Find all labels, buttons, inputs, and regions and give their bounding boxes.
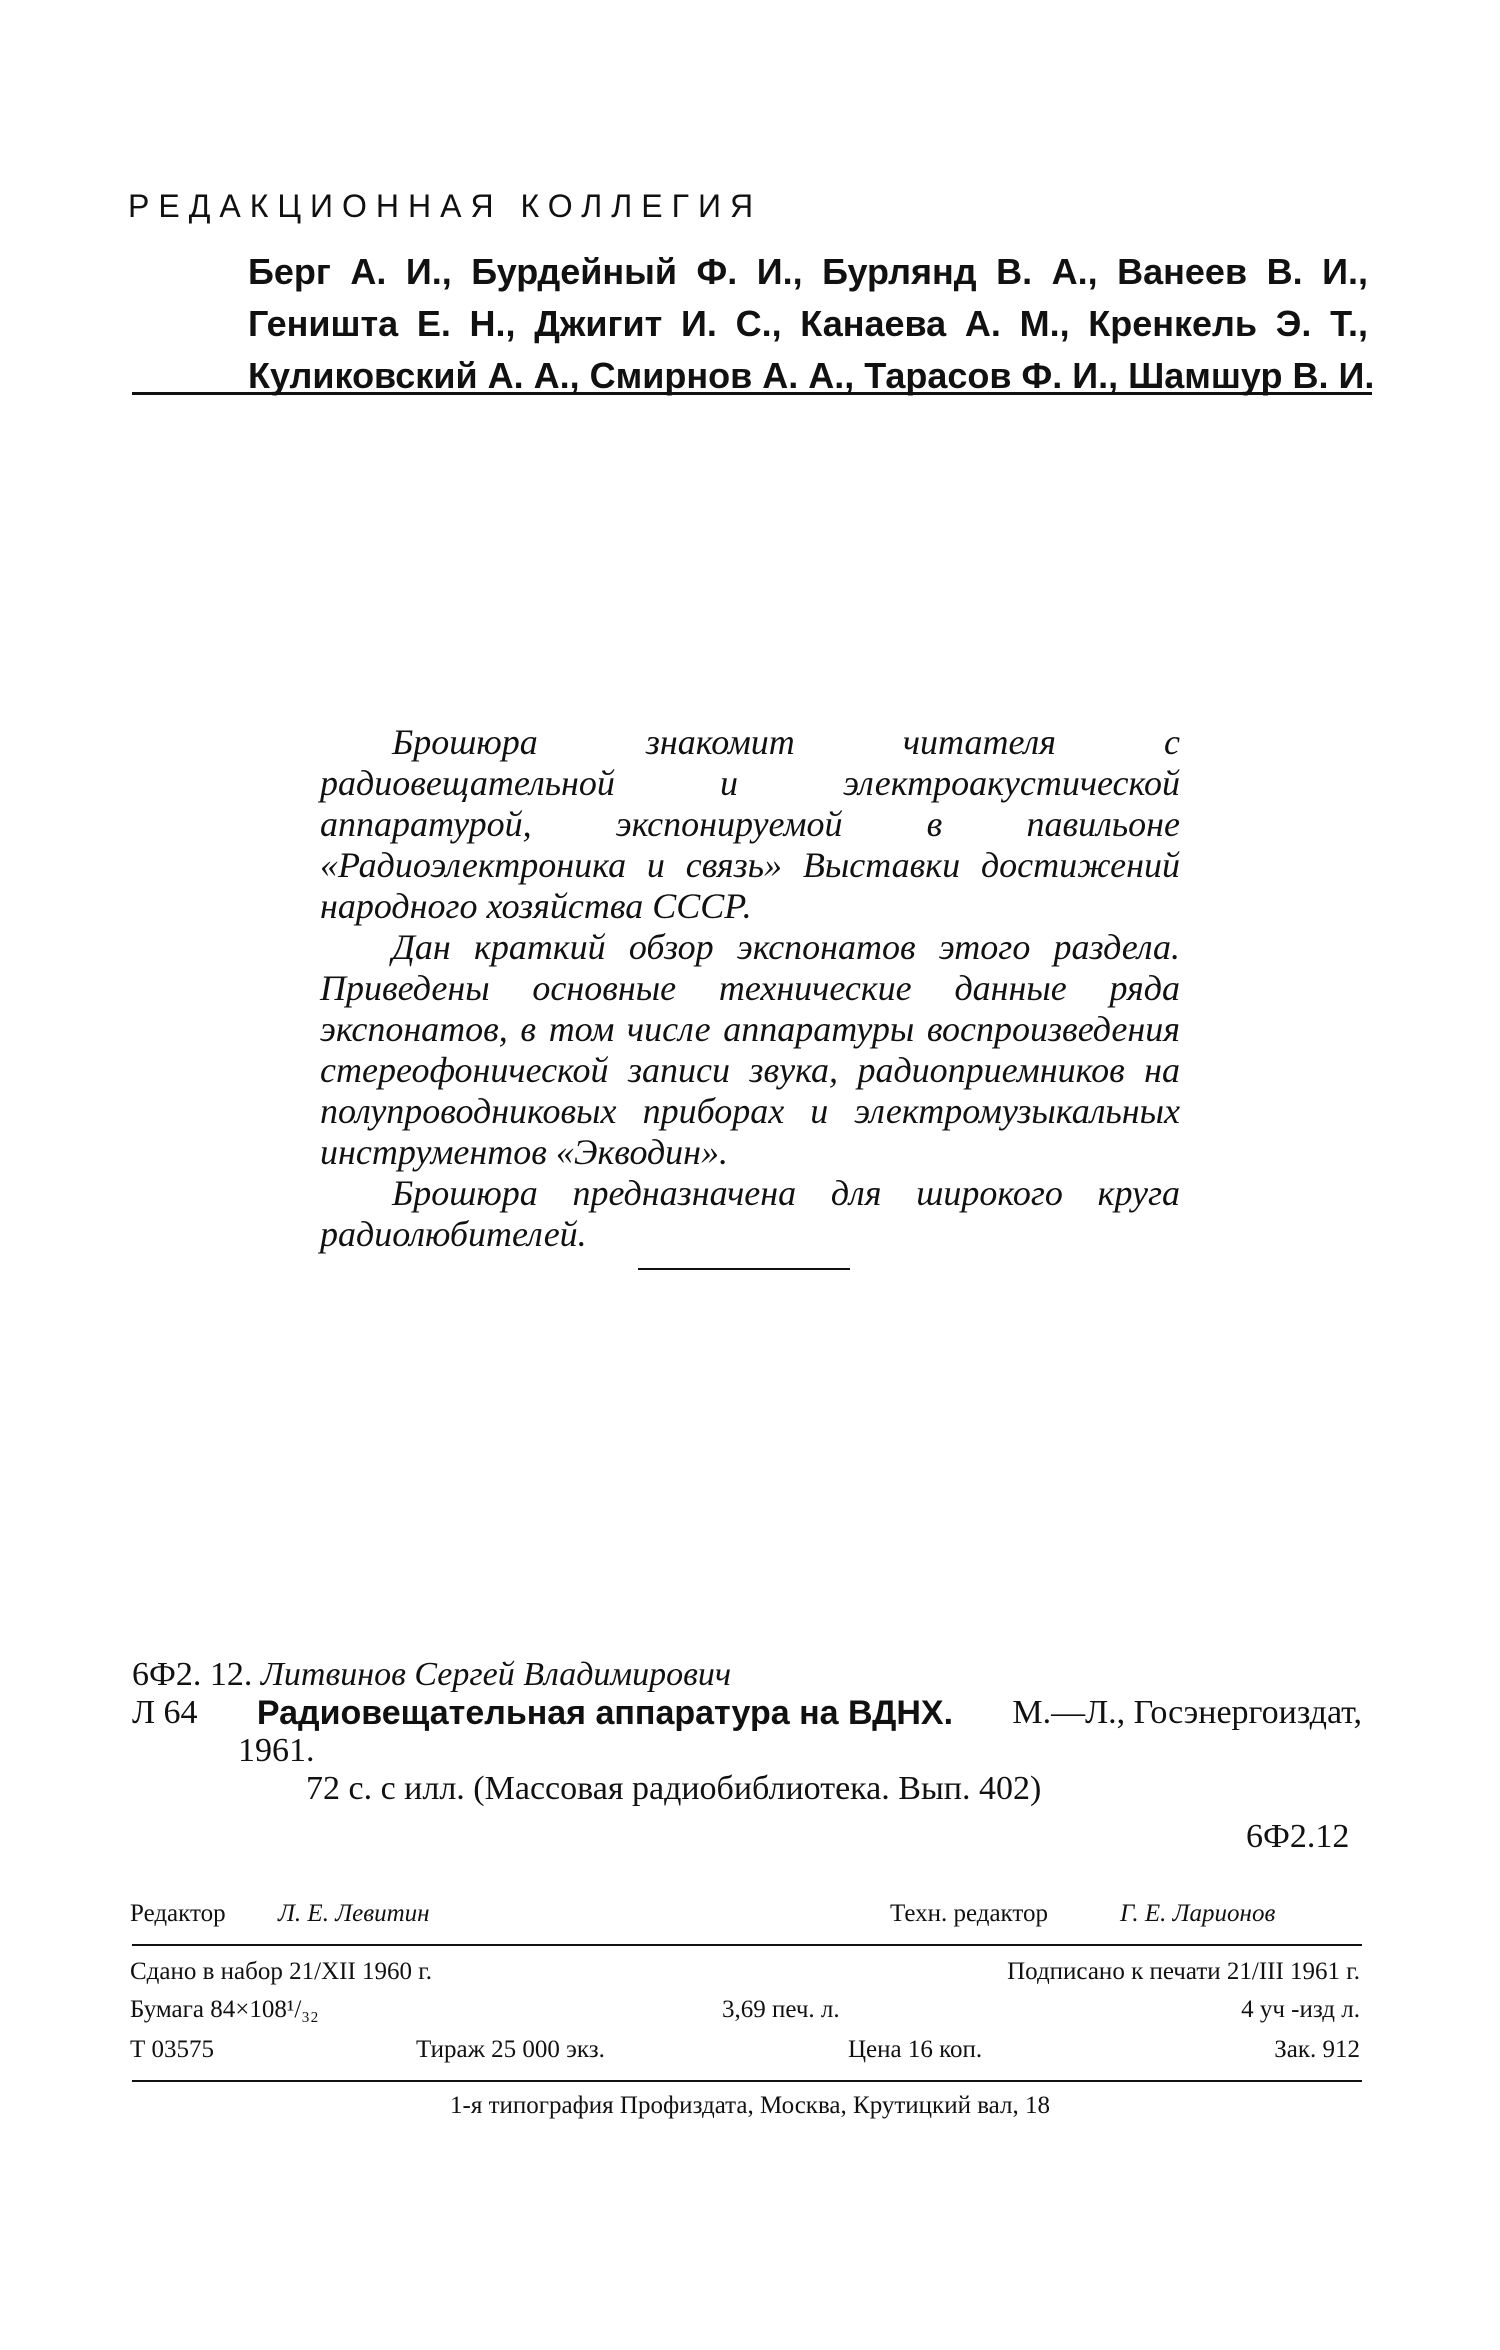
publishing-sheets: 4 уч -изд л. (1241, 1996, 1360, 2023)
typeset-date: Сдано в набор 21/XII 1960 г. (130, 1958, 432, 1985)
divider-imprint-top (132, 1944, 1362, 1946)
bib-index: 6Ф2.12 (1246, 1818, 1350, 1855)
short-divider (638, 1268, 850, 1270)
imprint-code: Т 03575 (130, 2036, 215, 2063)
annotation-paragraph: Дан краткий обзор экспонатов этого раздела. Приведены основные технические данные ряда экспонатов, в том числе аппаратуры воспроизведения стереофонической записи звука, радиоприемников на полупроводниковых приборах и электромузыкальных инструментов «Экводин». (320, 927, 1180, 1172)
editor-label: Редактор (130, 1900, 226, 1927)
printed-sheets: 3,69 печ. л. (722, 1996, 840, 2023)
signed-date: Подписано к печати 21/III 1961 г. (1007, 1958, 1360, 1985)
board-line: Геништа Е. Н., Джигит И. С., Канаева А. М., Кренкель Э. Т., (248, 303, 1368, 344)
bib-year: 1961. (238, 1732, 315, 1769)
editorial-board-title: РЕДАКЦИОННАЯ КОЛЛЕГИЯ (128, 188, 763, 224)
editors-row (130, 1900, 1360, 1934)
tech-editor-label: Техн. редактор (890, 1900, 1048, 1927)
circulation-row (130, 2036, 1360, 2070)
order-number: Зак. 912 (1274, 2036, 1360, 2063)
bib-title-line (132, 1694, 1362, 1732)
bib-code: Л 64 (132, 1694, 198, 1731)
annotation-paragraph: Брошюра знакомит читателя с радиовещательной и электроакустической аппаратурой, экспонируемой в павильоне «Радиоэлектроника и связь» Выставки достижений народного хозяйства СССР. (320, 722, 1180, 926)
annotation-paragraph: Брошюра предназначена для широкого круга радиолюбителей. (320, 1173, 1180, 1254)
bib-udc: 6Ф2. 12. (132, 1656, 253, 1693)
bib-series: 72 с. с илл. (Массовая радиобиблиотека. Вып. 402) (306, 1770, 1042, 1807)
divider-top (132, 392, 1372, 395)
circulation: Тираж 25 000 экз. (416, 2036, 605, 2063)
bib-publisher: М.—Л., Госэнергоиздат, (1012, 1694, 1362, 1731)
board-line: Куликовский А. А., Смирнов А. А., Тарасов Ф. И., Шамшур В. И. (248, 355, 1375, 396)
dates-row (130, 1958, 1360, 1992)
divider-imprint-bottom (132, 2080, 1362, 2082)
annotation (320, 722, 1180, 1255)
bib-udc-author-line (132, 1656, 731, 1694)
printer-line: 1-я типография Профиздата, Москва, Крутицкий вал, 18 (450, 2092, 1050, 2119)
editor-name: Л. Е. Левитин (278, 1900, 430, 1927)
bib-title: Радиовещательная аппаратура на ВДНХ. (256, 1694, 954, 1732)
paper-format: Бумага 84×108¹/₃₂ (130, 1996, 319, 2023)
tech-editor-name: Г. Е. Ларионов (1120, 1900, 1276, 1927)
bib-author: Литвинов Сергей Владимирович (260, 1656, 732, 1693)
board-line: Берг А. И., Бурдейный Ф. И., Бурлянд В. А., Ванеев В. И., (248, 251, 1368, 292)
paper-row (130, 1996, 1360, 2030)
price: Цена 16 коп. (848, 2036, 983, 2063)
editorial-board-names (248, 246, 1375, 402)
